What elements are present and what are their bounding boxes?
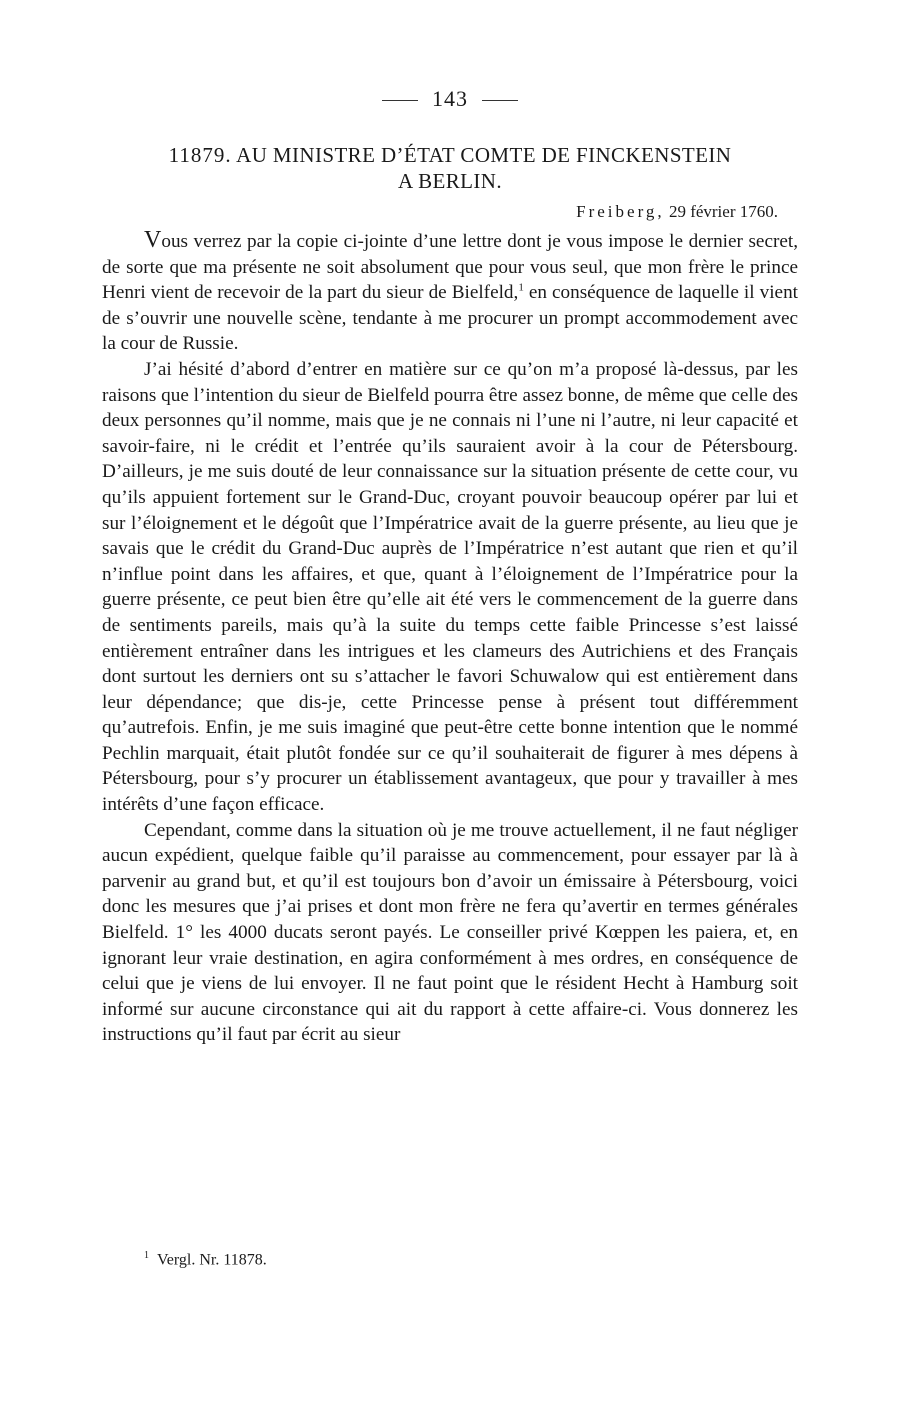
- footnote-text: Vergl. Nr. 11878.: [157, 1251, 267, 1269]
- dateline-date: 29 février 1760.: [668, 202, 778, 221]
- footnote: [144, 1250, 267, 1269]
- paragraph-1: [102, 228, 798, 357]
- header-rule-right: [482, 100, 518, 101]
- running-header: [0, 86, 900, 112]
- header-rule-left: [382, 100, 418, 101]
- footnote-marker: 1: [144, 1250, 149, 1261]
- paragraph-2: J’ai hésité d’abord d’entrer en matière sur ce qu’on m’a proposé là-dessus, par les raisons que l’intention du sieur de Bielfeld pourra être assez bonne, de même que celle des deux personnes qu’il nomme, mais que je ne connais ni l’une ni l’autre, ni leur capacité et savoir-faire, ni le crédit et l’entrée qu’ils sauraient avoir à la cour de Pétersbourg. D’ailleurs, je me suis douté de leur connaissance sur la situation présente de cette cour, vu qu’ils appuient fortement sur le Grand-Duc, croyant pouvoir beaucoup opérer par lui et sur l’éloignement et le dégoût que l’Impératrice avait de la guerre présente, au lieu que je savais que le crédit du Grand-Duc auprès de l’Impératrice n’est autant que rien et qu’il n’influe point dans les affaires, et que, quant à l’éloignement de l’Impératrice pour la guerre présente, ce peut bien être qu’elle ait été vers le commencement de la guerre dans de sentiments pareils, mais qu’à la suite du temps cette faible Princesse s’est laissé entièrement entraîner dans les intrigues et les clameurs des Autrichiens et des Français dont surtout les derniers ont su s’attacher le favori Schuwalow qui est entièrement dans leur dépendance; que dis-je, cette Princesse pense à présent tout différemment qu’autrefois. Enfin, je me suis imaginé que peut-être cette bonne intention que le nommé Pechlin marquait, était plutôt fondée sur ce qu’il souhaiterait de figurer à mes dépens à Pétersbourg, pour s’y procurer un établissement avantageux, que pour y travailler à mes intérêts d’une façon efficace.: [102, 358, 798, 816]
- letter-heading-line1: [100, 142, 800, 168]
- letter-body: [102, 228, 798, 1048]
- page-number: 143: [432, 86, 468, 111]
- paragraph-1-text-a: ous verrez par la copie ci-jointe d’une lettre dont je vous impose le dernier secret, de sorte que ma présente ne soit absolument que pour vous seul, que mon frère le prince Henri vient de recevoir de la part du sieur de Bielfeld,: [102, 231, 798, 304]
- drop-cap: V: [144, 227, 162, 253]
- dateline: [576, 202, 778, 222]
- letter-heading: [100, 142, 800, 194]
- letter-addressee: AU MINISTRE D’ÉTAT COMTE DE FINCKENSTEIN: [236, 143, 732, 167]
- paragraph-3: Cependant, comme dans la situation où je me trouve actuellement, il ne faut négliger aucun expédient, quelque faible qu’il paraisse au commencement, pour essayer par là à parvenir au grand but, et qu’il est toujours bon d’avoir un émissaire à Pétersbourg, voici donc les mesures que j’ai prises et dont mon frère ne fera qu’avertir en termes générales Bielfeld. 1° les 4000 ducats seront payés. Le conseiller privé Kœppen les paiera, et, en ignorant leur vraie destination, en agira conformément à mes ordres, en conséquence de celui que je viens de lui envoyer. Il ne faut point que le résident Hecht à Hamburg soit informé sur aucune circonstance qui ait du rapport à cette affaire-ci. Vous donnerez les instructions qu’il faut par écrit au sieur: [102, 819, 798, 1046]
- letter-number: 11879.: [168, 143, 232, 167]
- dateline-place: Freiberg,: [576, 202, 665, 221]
- footnote-reference: 1: [518, 281, 524, 294]
- paragraph-1-text-b: en conséquence de laquelle il vient de s’ouvrir une nouvelle scène, tendante à me procurer un prompt accommodement avec la cour de Russie.: [102, 282, 798, 355]
- letter-heading-line2: A BERLIN.: [398, 169, 502, 193]
